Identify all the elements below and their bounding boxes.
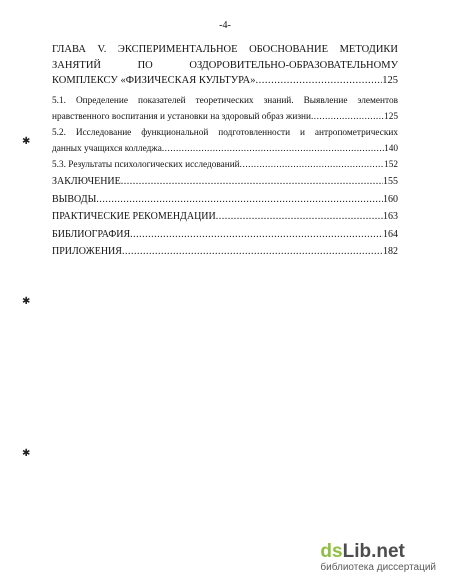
toc-entry-recommendations (52, 208, 398, 226)
leader-dots (311, 109, 384, 125)
chapter-page: 125 (382, 75, 398, 86)
section-5-2-line-1: 5.2. Исследование функциональной подготовленности и антропометрических (52, 128, 398, 138)
leader-dots (121, 173, 383, 191)
leader-dots (240, 157, 384, 173)
leader-dots (130, 226, 383, 244)
table-of-contents (52, 42, 398, 261)
section-5-3-page: 152 (384, 160, 398, 170)
chapter-title-text: КОМПЛЕКСУ «ФИЗИЧЕСКАЯ КУЛЬТУРА» (52, 75, 256, 86)
leader-dots (96, 191, 383, 209)
toc-entry-appendices (52, 243, 398, 261)
leader-dots (122, 243, 383, 261)
section-5-2-page: 140 (384, 144, 398, 154)
watermark (320, 542, 436, 574)
leader-dots (216, 208, 383, 226)
section-5-1-line-1: 5.1. Определение показателей теоретических знаний. Выявление элементов (52, 96, 398, 106)
watermark-logo-lib: Lib.net (342, 541, 405, 562)
chapter-title-line-2: ЗАНЯТИЙ ПО ОЗДОРОВИТЕЛЬНО-ОБРАЗОВАТЕЛЬНОМУ (52, 60, 398, 71)
section-5-1-page: 125 (384, 112, 398, 122)
scan-mark: ✱ (22, 448, 31, 459)
chapter-title-line-3 (52, 74, 398, 88)
toc-entry-page: 163 (383, 211, 398, 222)
toc-entry-conclusion (52, 173, 398, 191)
toc-entry-findings (52, 191, 398, 209)
section-5-3-text: 5.3. Результаты психологических исследований (52, 160, 240, 170)
toc-entry-title: ПРИЛОЖЕНИЯ (52, 246, 122, 257)
leader-dots (255, 74, 382, 88)
toc-entry-title: БИБЛИОГРАФИЯ (52, 228, 131, 240)
toc-entry-page: 155 (383, 176, 398, 187)
toc-entry-page: 182 (383, 246, 398, 257)
section-5-1-text: нравственного воспитания и установки на здоровый образ жизни (52, 112, 311, 122)
toc-entry-bibliography (52, 226, 398, 244)
toc-entry-page: 160 (383, 193, 398, 205)
toc-entry-page: 164 (383, 228, 398, 240)
scan-mark: ✱ (22, 296, 31, 307)
watermark-logo (320, 542, 436, 562)
watermark-logo-ds: ds (320, 541, 343, 562)
watermark-subtitle: библиотека диссертаций (320, 562, 436, 573)
section-5-2-line-2 (52, 141, 398, 157)
section-5-1-line-2 (52, 109, 398, 125)
toc-entry-title: ЗАКЛЮЧЕНИЕ (52, 176, 121, 187)
chapter-title-line-1: ГЛАВА V. ЭКСПЕРИМЕНТАЛЬНОЕ ОБОСНОВАНИЕ МЕТОДИКИ (52, 44, 398, 55)
section-5-3 (52, 157, 398, 173)
page-number: -4- (219, 20, 231, 31)
toc-entry-title: ПРАКТИЧЕСКИЕ РЕКОМЕНДАЦИИ (52, 211, 216, 222)
scan-mark: ✱ (22, 136, 31, 147)
toc-entry-title: ВЫВОДЫ (52, 193, 97, 205)
section-5-2-text: данных учащихся колледжа (52, 144, 162, 154)
leader-dots (162, 141, 384, 157)
